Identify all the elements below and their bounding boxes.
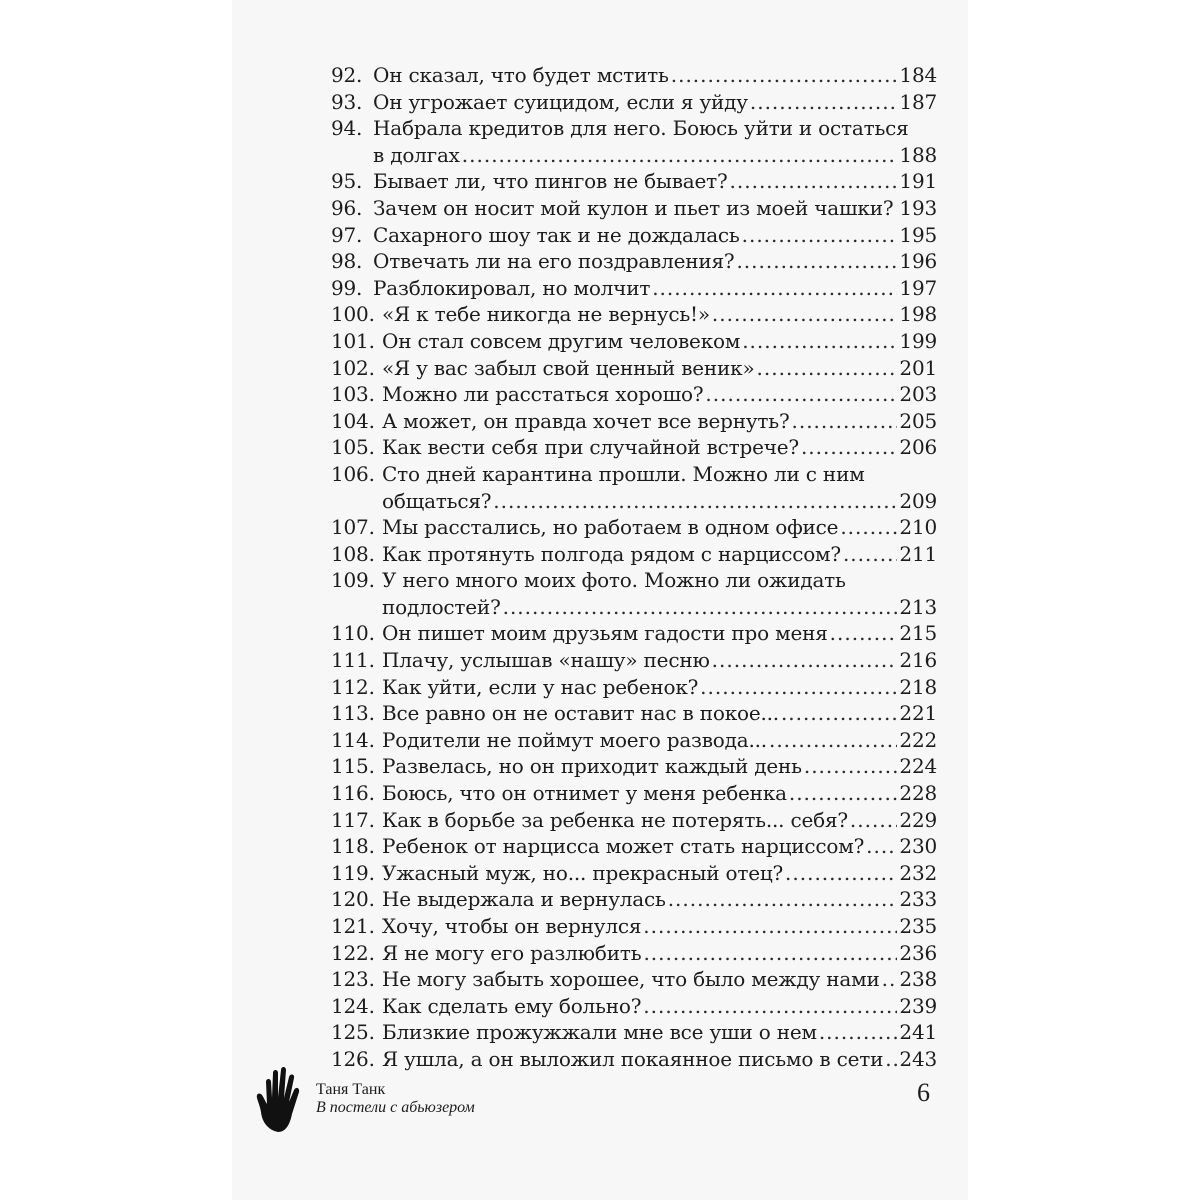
dot-leader: [895, 195, 897, 222]
toc-entry-title: Он пишет моим друзьям гадости про меня: [382, 621, 828, 646]
toc-entry-page: 230: [899, 834, 937, 859]
toc-entry-number: 105.: [331, 435, 375, 460]
dot-leader: [742, 222, 898, 249]
toc-entry-number: 125.: [331, 1020, 375, 1045]
toc-entry-number: 119.: [331, 860, 375, 885]
dot-leader: [671, 62, 898, 89]
toc-line: [331, 647, 937, 674]
toc-line: [331, 248, 937, 275]
toc-entry-number: 92.: [331, 63, 363, 87]
toc-line: [331, 408, 937, 435]
toc-entry: [331, 89, 937, 116]
toc-line: [331, 275, 937, 302]
toc-entry: [331, 408, 937, 435]
toc-entry-title: Я не могу его разлюбить: [382, 940, 642, 965]
toc-line: [331, 833, 937, 860]
toc-line: [331, 940, 937, 967]
toc-entry-title: Как уйти, если у нас ребенок?: [382, 674, 699, 699]
dot-leader: [712, 301, 898, 328]
toc-entry-title: общаться?: [382, 488, 492, 513]
dot-leader: [730, 168, 898, 195]
toc-entry-title: Ребенок от нарцисса может стать нарциссом?: [382, 834, 865, 859]
toc-line: [331, 461, 937, 488]
toc-entry-page: 224: [899, 754, 937, 779]
dot-leader: [643, 913, 897, 940]
toc-entry-page: 218: [899, 674, 937, 699]
toc-entry-number: 95.: [331, 169, 363, 194]
table-of-contents: [331, 62, 937, 1073]
toc-entry-page: 191: [899, 169, 937, 194]
toc-entry-title: Он сказал, что будет мстить: [373, 63, 669, 87]
toc-line: [331, 541, 937, 568]
toc-entry: [331, 940, 937, 967]
toc-entry: [331, 434, 937, 461]
toc-entry-number: 93.: [331, 89, 363, 114]
toc-line: [331, 301, 937, 328]
toc-line: [331, 913, 937, 940]
toc-entry-page: 196: [899, 249, 937, 274]
toc-entry-title: Близкие прожужжали мне все уши о нем: [382, 1020, 817, 1045]
toc-entry-page: 229: [899, 807, 937, 832]
toc-entry: [331, 647, 937, 674]
toc-entry-number: 126.: [331, 1046, 375, 1071]
toc-line: [331, 381, 937, 408]
toc-entry-page: 213: [899, 594, 937, 619]
toc-entry-page: 222: [899, 727, 937, 752]
toc-entry-page: 206: [899, 435, 937, 460]
toc-entry-page: 210: [899, 515, 937, 540]
toc-line: [331, 886, 937, 913]
toc-entry-title: У него много моих фото. Можно ли ожидать: [382, 568, 846, 593]
toc-entry-title: в долгах: [373, 142, 460, 167]
toc-entry-title: Сахарного шоу так и не дождалась: [373, 222, 740, 247]
toc-entry-number: 115.: [331, 754, 375, 779]
toc-entry: [331, 966, 937, 993]
toc-entry: [331, 913, 937, 940]
dot-leader: [804, 753, 898, 780]
toc-entry-title: Мы расстались, но работаем в одном офисе: [382, 515, 839, 540]
toc-line: [331, 355, 937, 382]
toc-entry-number: 107.: [331, 515, 375, 540]
toc-entry-page: 241: [899, 1020, 937, 1045]
toc-entry-page: 239: [899, 993, 937, 1018]
toc-line: [331, 89, 937, 116]
dot-leader: [885, 1046, 897, 1073]
toc-entry-number: 121.: [331, 914, 375, 938]
toc-entry-page: 199: [899, 328, 937, 353]
toc-entry: [331, 780, 937, 807]
dot-leader: [503, 594, 898, 621]
toc-entry-number: 109.: [331, 568, 375, 593]
toc-entry-page: 215: [899, 621, 937, 646]
toc-entry: [331, 807, 937, 834]
toc-entry-page: 201: [899, 355, 937, 380]
dot-leader: [801, 434, 897, 461]
toc-entry: [331, 355, 937, 382]
toc-entry-title: Не выдержала и вернулась: [382, 887, 666, 912]
toc-entry: [331, 727, 937, 754]
toc-entry-title: А может, он правда хочет все вернуть?: [382, 408, 790, 433]
toc-entry: [331, 275, 937, 302]
toc-entry-number: 120.: [331, 887, 375, 912]
toc-entry: [331, 674, 937, 701]
toc-line: [331, 222, 937, 249]
toc-entry-number: 94.: [331, 116, 363, 141]
dot-leader: [791, 408, 897, 435]
toc-entry: [331, 461, 937, 514]
toc-entry-title: «Я у вас забыл свой ценный веник»: [382, 355, 755, 380]
toc-line: [331, 594, 937, 621]
toc-entry-number: 104.: [331, 408, 375, 433]
toc-line: [331, 700, 937, 727]
toc-entry-title: Разблокировал, но молчит: [373, 275, 651, 300]
dot-leader: [850, 807, 898, 834]
toc-line: [331, 807, 937, 834]
toc-entry: [331, 381, 937, 408]
dot-leader: [781, 700, 897, 727]
toc-entry-title: Не могу забыть хорошее, что было между нами: [382, 967, 880, 992]
toc-entry-title: Я ушла, а он выложил покаянное письмо в сети: [382, 1046, 884, 1071]
toc-entry: [331, 1019, 937, 1046]
toc-entry-number: 106.: [331, 461, 375, 486]
toc-entry-page: 236: [899, 940, 937, 965]
toc-entry-number: 101.: [331, 328, 375, 353]
toc-entry-title: Он угрожает суицидом, если я уйду: [373, 89, 748, 114]
toc-entry-title: Зачем он носит мой кулон и пьет из моей чашки?: [373, 195, 894, 220]
toc-entry-number: 108.: [331, 541, 375, 566]
toc-entry-number: 114.: [331, 727, 375, 752]
dot-leader: [742, 328, 897, 355]
toc-entry-number: 111.: [331, 648, 375, 673]
toc-line: [331, 1046, 937, 1073]
toc-line: [331, 142, 937, 169]
toc-entry-title: Ужасный муж, но... прекрасный отец?: [382, 860, 784, 885]
toc-entry-page: 184: [899, 63, 937, 87]
toc-entry-number: 122.: [331, 940, 375, 965]
toc-entry-number: 116.: [331, 781, 375, 806]
toc-entry: [331, 620, 937, 647]
toc-line: [331, 168, 937, 195]
toc-entry: [331, 62, 937, 89]
dot-leader: [882, 966, 898, 993]
toc-line: [331, 567, 937, 594]
toc-entry-number: 100.: [331, 302, 375, 327]
toc-entry-title: Боюсь, что он отнимет у меня ребенка: [382, 781, 787, 806]
toc-entry-title: «Я к тебе никогда не вернусь!»: [382, 302, 710, 327]
dot-leader: [462, 142, 898, 169]
dot-leader: [643, 993, 897, 1020]
toc-entry-page: 221: [899, 701, 937, 726]
toc-entry: [331, 222, 937, 249]
toc-entry-title: Родители не поймут моего развода...: [382, 727, 767, 752]
toc-entry: [331, 886, 937, 913]
dot-leader: [712, 647, 898, 674]
toc-entry-number: 97.: [331, 222, 363, 247]
toc-entry-page: 238: [899, 967, 937, 992]
toc-line: [331, 328, 937, 355]
toc-entry-page: 243: [899, 1046, 937, 1071]
toc-entry: [331, 753, 937, 780]
dot-leader: [652, 275, 897, 302]
toc-entry-number: 99.: [331, 275, 363, 300]
toc-entry-page: 228: [899, 781, 937, 806]
toc-entry-title: Как в борьбе за ребенка не потерять... себя?: [382, 807, 848, 832]
toc-line: [331, 780, 937, 807]
toc-entry: [331, 860, 937, 887]
toc-entry-page: 193: [899, 195, 937, 220]
toc-entry-number: 118.: [331, 834, 375, 859]
toc-entry: [331, 195, 937, 222]
toc-entry-page: 205: [899, 408, 937, 433]
toc-line: [331, 727, 937, 754]
toc-entry-title: Можно ли расстаться хорошо?: [382, 382, 704, 407]
toc-entry-page: 197: [899, 275, 937, 300]
toc-entry: [331, 1046, 937, 1073]
toc-entry-number: 112.: [331, 674, 375, 699]
toc-entry-page: 188: [899, 142, 937, 167]
toc-line: [331, 860, 937, 887]
toc-entry-title: Как сделать ему больно?: [382, 993, 642, 1018]
toc-entry-title: Отвечать ли на его поздравления?: [373, 249, 735, 274]
dot-leader: [757, 355, 898, 382]
toc-entry-title: Набрала кредитов для него. Боюсь уйти и остаться: [373, 116, 909, 141]
toc-entry-page: 209: [899, 488, 937, 513]
toc-entry-number: 103.: [331, 382, 375, 407]
dot-leader: [840, 514, 897, 541]
dot-leader: [769, 727, 897, 754]
toc-entry-title: Он стал совсем другим человеком: [382, 328, 741, 353]
toc-entry: [331, 248, 937, 275]
page-number: 6: [917, 1078, 930, 1107]
toc-entry-number: 124.: [331, 993, 375, 1018]
toc-entry: [331, 115, 937, 168]
toc-entry: [331, 700, 937, 727]
dot-leader: [843, 541, 897, 568]
toc-line: [331, 488, 937, 515]
toc-entry-page: 235: [899, 914, 937, 938]
dot-leader: [866, 833, 897, 860]
dot-leader: [830, 620, 898, 647]
dot-leader: [819, 1019, 898, 1046]
toc-entry-number: 117.: [331, 807, 375, 832]
toc-entry: [331, 541, 937, 568]
toc-entry: [331, 993, 937, 1020]
dot-leader: [668, 886, 898, 913]
toc-line: [331, 195, 937, 222]
toc-entry-number: 110.: [331, 621, 375, 646]
toc-line: [331, 753, 937, 780]
toc-entry: [331, 567, 937, 620]
toc-entry-title: Как протянуть полгода рядом с нарциссом?: [382, 541, 841, 566]
toc-entry-page: 195: [899, 222, 937, 247]
toc-line: [331, 966, 937, 993]
toc-entry-page: 198: [899, 302, 937, 327]
dot-leader: [705, 381, 897, 408]
dot-leader: [700, 674, 897, 701]
toc-entry: [331, 328, 937, 355]
toc-entry: [331, 833, 937, 860]
toc-line: [331, 620, 937, 647]
toc-entry: [331, 168, 937, 195]
toc-entry-title: Развелась, но он приходит каждый день: [382, 754, 802, 779]
toc-entry-number: 123.: [331, 967, 375, 992]
hand-icon: [256, 1064, 304, 1134]
toc-entry-page: 211: [899, 541, 937, 566]
toc-entry-page: 216: [899, 648, 937, 673]
toc-entry-number: 102.: [331, 355, 375, 380]
footer-author: Таня Танк: [316, 1081, 386, 1098]
toc-line: [331, 674, 937, 701]
toc-entry-title: Плачу, услышав «нашу» песню: [382, 648, 710, 673]
footer-book-title: В постели с абьюзером: [316, 1099, 475, 1116]
toc-entry-page: 187: [899, 89, 937, 114]
toc-line: [331, 62, 937, 89]
toc-entry-title: подлостей?: [382, 594, 501, 619]
toc-entry-title: Хочу, чтобы он вернулся: [382, 914, 642, 938]
dot-leader: [789, 780, 898, 807]
toc-entry-number: 96.: [331, 195, 363, 220]
toc-entry-page: 232: [899, 860, 937, 885]
toc-line: [331, 434, 937, 461]
toc-line: [331, 115, 937, 142]
dot-leader: [750, 89, 898, 116]
toc-line: [331, 514, 937, 541]
toc-entry: [331, 514, 937, 541]
toc-entry-page: 233: [899, 887, 937, 912]
toc-entry: [331, 301, 937, 328]
toc-entry-number: 113.: [331, 701, 375, 726]
toc-line: [331, 993, 937, 1020]
toc-entry-title: Как вести себя при случайной встрече?: [382, 435, 799, 460]
toc-line: [331, 1019, 937, 1046]
toc-entry-title: Сто дней карантина прошли. Можно ли с ним: [382, 461, 865, 486]
dot-leader: [736, 248, 897, 275]
toc-entry-page: 203: [899, 382, 937, 407]
dot-leader: [785, 860, 897, 887]
toc-entry-title: Все равно он не оставит нас в покое...: [382, 701, 779, 726]
toc-entry-number: 98.: [331, 249, 363, 274]
dot-leader: [493, 488, 897, 515]
dot-leader: [643, 940, 897, 967]
toc-entry-title: Бывает ли, что пингов не бывает?: [373, 169, 728, 194]
